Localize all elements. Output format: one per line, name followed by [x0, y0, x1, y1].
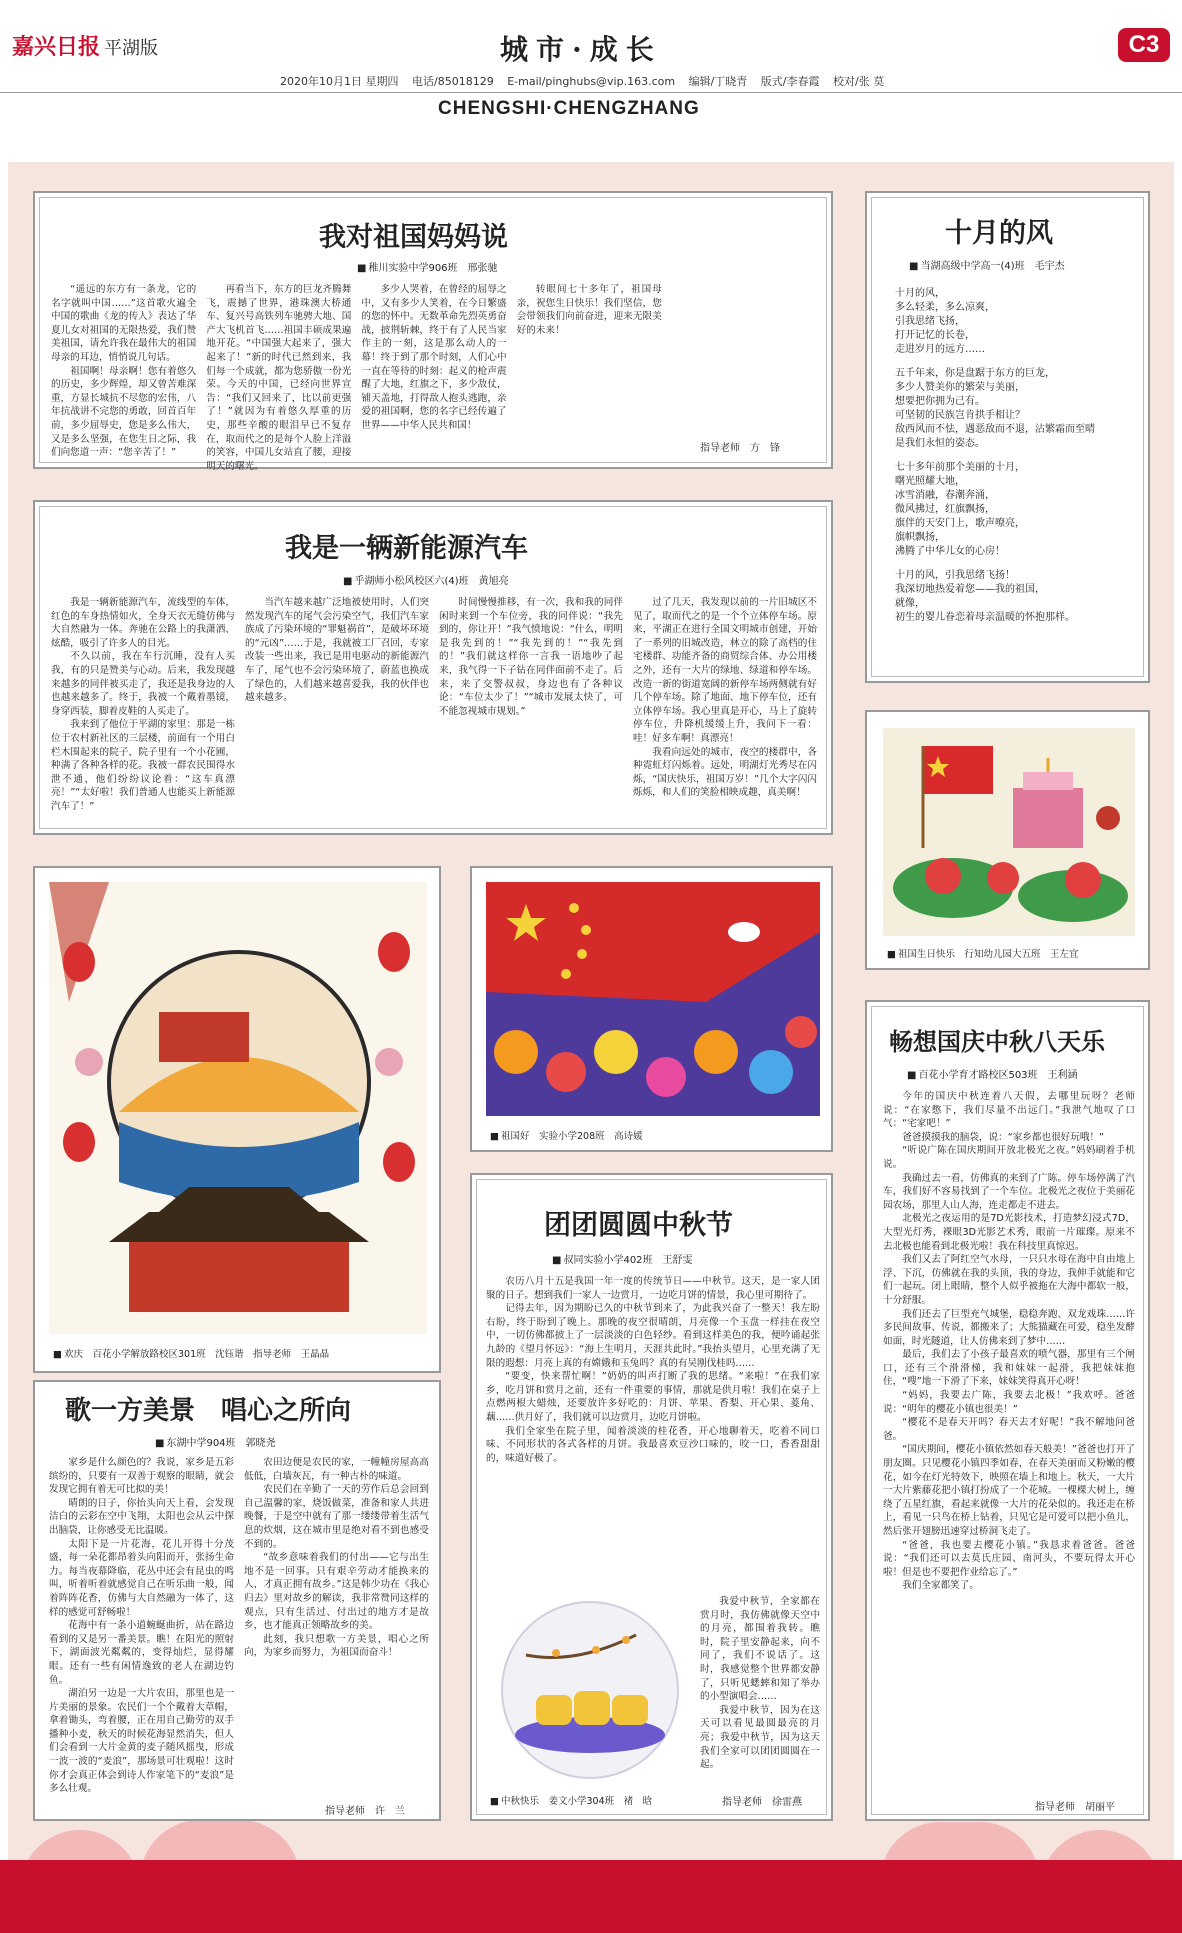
article-byline: ■ 东湖中学904班 郭晓尧 [155, 1434, 276, 1449]
poem-line: 我深切地热爱着您——我的祖国， [895, 584, 1045, 595]
article-byline: ■ 乎湖师小松风校区六(4)班 黄旭亮 [343, 572, 509, 587]
firework-shape [375, 1048, 403, 1076]
paragraph: 祖国啊！母亲啊！您有着悠久的历史，多少辉煌，却又曾苦难深重，方显长城抗不尽您的宏伟，八年抗战讲不完您的勇敢，回首百年前，多少屈辱史，您是多么伟大，又是多么坚强，在您生日之际，我们向您道一声：“您辛苦了！” [51, 365, 197, 459]
article-title: 畅想国庆中秋八天乐 [889, 1027, 1105, 1056]
paragraph: 当汽车越来越广泛地被使用时，人们突然发现汽车的尾气会污染空气，我们汽车家族成了污染环境的“罪魁祸首”，是破坏环境的“元凶”……于是，我就被工厂召回，专家改装一些出来，我已是用电驱动的新能源汽车了，尾气也不会污染环境了，蔚蓝也换成了绿色的，人们越来越喜爱我，我的伙伴也越来越多。 [245, 597, 429, 704]
article-box [865, 191, 1150, 683]
paragraph: 再看当下，东方的巨龙齐腾舞飞，震撼了世界，港珠澳大桥通车、复兴号高铁列车驰骋大地、国产大飞机首飞……祖国丰硕成果遍地开花。“中国强大起来了，强大起来了！”新的时代已然到来，我们每一个成就，都为您骄傲一份光荣。今天的中国，已经向世界宣告：“我们又回来了，比以前更强了！”就因为有着悠久厚重的历史，那些辛酸的眼泪早已不复存在，取而代之的是每个人脸上洋溢的笑容，中国儿女站直了腰，迎接明天的曙光。 [206, 284, 352, 472]
paragraph: 湖泊另一边是一大片农田，那里也是一片美丽的景象。农民们一个个戴着大草帽，拿着锄头，弯着腰，正在用自己勤劳的双手播种小麦，秋天的时候花海显然消失，但人们会看到一大片金黄的麦子随风摇曳，形成一波一波的“麦浪”，那场景可壮观啦！这时你才会真正体会到诗人作家笔下的“麦浪”是多么壮观。 [49, 1688, 234, 1795]
text-column [51, 596, 235, 822]
paragraph: 最后，我们去了小孩子最喜欢的喷气器，那里有三个闸口，还有三个滑滑梯，我和妹妹一起滑，我把妹妹抱住，“嗖”地一下滑了下来，妹妹笑得真开心呀！ [883, 1349, 1135, 1388]
star-shape [569, 903, 579, 913]
lantern-shape [63, 1122, 95, 1162]
flag-shape [486, 882, 820, 1002]
masthead-divider [0, 92, 1182, 93]
article-byline: ■ 百花小学育才路校区503班 王利涵 [907, 1066, 1078, 1081]
flag-illustration [486, 882, 820, 1116]
article-body [486, 1275, 820, 1579]
blossom-shape [552, 1649, 560, 1657]
mooncake-shape [536, 1695, 572, 1725]
paragraph: 晴朗的日子，你抬头向天上看，会发现洁白的云彩在空中飞翔，太阳也会从云中探出脑袋，让你感受无比温暖。 [49, 1497, 234, 1536]
poem-line: 就像， [895, 598, 925, 609]
poem-line: 引我思绪飞扬， [895, 316, 965, 327]
paragraph: 北极光之夜运用的是7D光影技术，打造梦幻浸式7D，大型光灯秀，裸眼3D光影艺术秀，眼前一片璀璨。原来不去北极也能看到北极光啦！我在科技里真惊迟。 [883, 1213, 1135, 1252]
teacher-credit: 指导老师 胡丽平 [1035, 1802, 1115, 1813]
paragraph: 农历八月十五是我国一年一度的传统节日——中秋节。这天，是一家人团聚的日子。想到我们一家人一边赏月，一边吃月饼的情景，我心里可期待了。 [486, 1276, 820, 1301]
article-box [470, 1173, 833, 1821]
article-title: 我是一辆新能源汽车 [285, 533, 528, 564]
paragraph: 太阳下是一片花海，花儿开得十分茂盛，每一朵花都昂着头向阳而开，张扬生命力。每当夜幕降临，花丛中还会有昆虫的鸣叫，听着听着就感觉自己在听乐曲一般，闻着阵阵花香，仿佛与大自然融为一体了，这样的感觉可舒畅啦！ [49, 1538, 234, 1618]
stanza [895, 287, 1135, 357]
poem-line: 旗伴的天安门上，歌声嘹亮， [895, 518, 1025, 529]
newspaper-brand [12, 30, 158, 61]
article-body [49, 1456, 429, 1800]
paragraph: “国庆期间，樱花小镇依然如春天般美！”爸爸也打开了朋友圈。只见樱花小镇四季如春，在春天美丽而又粉嫩的樱花，如今在灯光特效下，映照在墙上和地上。秋天，一大片一大片紫藤花把小镇打扮成了一个花城。一棵棵大树上，缠绕了五星红旗，看起来就像一大片的花朵似的。我还走在桥上，看见一只鸟在桥上钻着，只见它是可爱可以把小鱼儿，然后张开翅膀迅速穿过桥洞飞走了。 [883, 1444, 1135, 1537]
editor-credit: 编辑/丁晓青 [688, 75, 748, 88]
dateline [280, 73, 894, 89]
paragraph: “遥远的东方有一条龙，它的名字就叫中国……”这首歌火遍全中国的歌曲《龙的传人》表达了华夏儿女对祖国的无限热爱，我们赞美祖国，请允许我在最伟大的祖国母亲的耳边，悄悄说几句话。 [51, 284, 197, 363]
star-shape [561, 969, 571, 979]
lantern-shape [383, 1142, 415, 1182]
issue-date: 2020年10月1日 星期四 [280, 75, 399, 88]
proof-credit: 校对/张 莫 [833, 75, 885, 88]
brand-name: 嘉兴日报 [12, 34, 101, 60]
poem-line: 多少人赞美你的繁荣与美丽， [895, 382, 1025, 393]
article-title: 歌一方美景 唱心之所向 [65, 1396, 352, 1426]
poem-body [895, 287, 1135, 635]
mooncake-shape [612, 1695, 648, 1725]
paragraph: “樱花不是春天开吗？春天去才好呢！”我不解地问爸爸。 [883, 1417, 1135, 1442]
blossom-shape [592, 1646, 600, 1654]
birthday-drawing [883, 728, 1135, 936]
paragraph: 家乡是什么颜色的？我说，家乡是五彩缤纷的，只要有一双善于观察的眼睛，就会发现它拥有着无可比拟的美！ [49, 1457, 234, 1496]
paragraph: “爸爸，我也要去樱花小镇。”我恳求着爸爸。爸爸说：“我们还可以去莫氏庄园、南河头，不要玩得太开心啦！但是也不要把作业给忘了。” [883, 1539, 1135, 1578]
firework-shape [75, 1048, 103, 1076]
artwork-caption: ■ 祖国好 实验小学208班 高诗媛 [490, 1128, 643, 1142]
paragraph: 此刻，我只想歌一方美景，唱心之所向，为家乡而努力，为祖国而奋斗！ [244, 1633, 429, 1659]
article-box [33, 500, 833, 835]
paragraph: 农民们在辛勤了一天的劳作后总会回到自己温馨的家，烧饭做菜，准备和家人共进晚餐，于是空中就有了那一缕缕带着生活气息的炊烟，这在城市里是绝对看不到也感受不到的。 [244, 1484, 429, 1550]
star-shape [577, 949, 587, 959]
poem-line: 五千年来，你是盘踞于东方的巨龙， [895, 368, 1055, 379]
tower-body [129, 1242, 349, 1312]
article-title: 团团圆圆中秋节 [544, 1210, 733, 1241]
paragraph: 我们又去了阿红空气水母，一只只水母在海中自由地上浮、下沉，仿佛就在我的头顶，我的身边，我伸手就能和它们一起玩。闭上眼睛，整个人似乎被拖在大海中都软一般，十分舒服。 [883, 1254, 1135, 1306]
layout-credit: 版式/李春霞 [760, 75, 820, 88]
artwork-caption: ■ 中秋快乐 姜文小学304班 褚 晗 [490, 1793, 652, 1807]
article-byline: ■ 叔同实验小学402班 王舒雯 [552, 1251, 693, 1266]
footer-band [0, 1860, 1182, 1933]
article-body [51, 283, 817, 472]
edition-name: 平湖版 [104, 38, 159, 59]
mooncake-shape [574, 1691, 610, 1725]
poem-line: 微风拂过，红旗飘扬， [895, 504, 995, 515]
artwork-box [470, 866, 833, 1152]
text-column [517, 283, 662, 473]
article-box [865, 1000, 1150, 1821]
flower-shape [749, 1050, 793, 1094]
teacher-credit: 指导老师 许 兰 [325, 1806, 405, 1817]
flower-shape [546, 1052, 586, 1092]
paragraph: 过了几天，我发现以前的一片旧城区不见了，取而代之的是一个个立体停车场。原来，平湖正在进行全国文明城市创建，开始了一系列的旧城改造，林立的除了高档的住宅楼群、功能齐备的商贸综合体、办公用楼之外，还有一大片的绿地、绿道和停车场。改造一新的街道宽阔的新停车场两侧就有好几个停车场。除了地面、地下停车位，还有立体停车场。我心里真是开心，马上了旋转停车位，升降机缓缓上升，我问下一看：哇！好多车啊！真漂亮！ [633, 597, 817, 744]
midautumn-drawing [486, 1595, 694, 1785]
poem-line: 是我们永恒的姿态。 [895, 438, 985, 449]
paragraph: “要变，快来帮忙啊！”奶奶的叫声打断了我的思绪。“来啦！”在我们家乡，吃月饼和赏月之前，还有一件重要的事情，那就是供月啦！我们在桌子上点燃两根大蜡烛，还要放许多好吃的：月饼、苹果、香梨、开心果、菱角、藕……供月好了，我们就可以边赏月，边吃月饼啦。 [486, 1371, 820, 1423]
poem-line: 七十多年前那个美丽的十月， [895, 462, 1025, 473]
teacher-credit: 指导老师 方 锋 [700, 443, 780, 454]
tower-roof [109, 1212, 369, 1242]
stanza [895, 461, 1135, 559]
paragraph: “听说广陈在国庆期间开放北极光之夜。”妈妈刷着手机说。 [883, 1145, 1135, 1170]
teacher-credit: 指导老师 徐雷燕 [722, 1797, 802, 1808]
phone-number: 电话/85018129 [412, 75, 494, 88]
artwork-box [865, 710, 1150, 970]
text-column [439, 596, 623, 822]
flower-shape [646, 1057, 686, 1097]
text-column [51, 283, 196, 473]
section-pinyin: CHENGSHI·CHENGZHANG [438, 98, 700, 119]
article-title: 十月的风 [945, 218, 1053, 249]
poem-line: 打开记忆的长卷， [895, 330, 975, 341]
dove-shape [728, 922, 760, 942]
poem-line: 曙光照耀大地， [895, 476, 965, 487]
paragraph: 爸爸摸摸我的脑袋，说：“家乡都也很好玩哦！” [902, 1131, 1105, 1143]
email-address: E-mail/pinghubs@vip.163.com [507, 75, 676, 88]
flower-shape [987, 862, 1019, 894]
poem-line: 冰雪消融，春潮奔涌， [895, 490, 995, 501]
paragraph: 时间慢慢推移，有一次，我和我的同伴闲时来到一个车位旁，我的同伴说：“我先到的，你让开！”我气愤地说：“什么，明明是我先到的！”“我先到的！”“我先到的！”我们就这样你一言我一语地吵了起来，我气得一下子钻在同伴面前不走了。后来，来了交警叔叔，身边也有了各种议论：“车位太少了！”“城市发展太快了，可不能忽视城市规划。” [439, 597, 623, 717]
blossom-shape [622, 1636, 630, 1644]
section-code-badge: C3 [1118, 28, 1170, 62]
stanza [895, 569, 1135, 625]
text-column [49, 1456, 234, 1800]
paragraph: 我爱中秋节，因为在这天可以看见最圆最亮的月亮；我爱中秋节，因为这天我们全家可以团团圆圆在一起。 [700, 1704, 820, 1771]
section-title: 城市·成长 [500, 33, 662, 66]
birthday-illustration [883, 728, 1135, 936]
flower-shape [594, 1030, 638, 1074]
paragraph: 我看向远处的城市，夜空的楼群中，各种霓虹灯闪烁着。远处，明湖灯光秀尽在闪烁，“国庆快乐，祖国万岁！”几个大字闪闪烁烁，和人们的笑脸相映成趣，真美啊！ [633, 746, 817, 799]
lantern-shape [378, 932, 410, 972]
festival-drawing [49, 882, 427, 1334]
text-column [361, 283, 506, 473]
artwork-caption: ■ 祖国生日快乐 行知幼儿园大五班 王左宜 [887, 946, 1079, 960]
flower-shape [494, 1030, 538, 1074]
paragraph: 花海中有一条小道蜿蜒曲折，站在路边看到的又是另一番美景。瞧！在阳光的照射下，湖面波光粼粼的，变得灿烂，显得耀眼。还有一些有闲情逸致的老人在湖边钓鱼。 [49, 1620, 234, 1686]
poem-line: 敌西风而不怯，遇恶敌而不退，沾繁霜而至晴 [895, 424, 1095, 435]
poem-line: 初生的婴儿眷恋着母亲温暖的怀抱那样。 [895, 612, 1075, 623]
poem-line: 沸腾了中华儿女的心房！ [895, 546, 1005, 557]
paragraph: 我是一辆新能源汽车，流线型的车体，红色的车身热情如火，全身天衣无缝仿佛与大自然融为一体。奔驰在公路上的我潇洒、炫酷，吸引了许多人的目光。 [51, 597, 235, 649]
flag-shape [159, 1012, 249, 1062]
paragraph: 我们还去了巨型充气城堡，稳稳奔跑、双龙戏珠……许多民间故事、传说，都搬来了；大熊猫藏在可爱，稳坐发酵如面，时光隧道，让人仿佛来到了梦中…… [883, 1308, 1135, 1347]
paragraph: “故乡意味着我们的付出——它与出生地不是一回事。只有艰辛劳动才能换来的人，才真正拥有故乡。”这是韩少功在《我心归去》里对故乡的解读，我非常赞同这样的观点，只有生活过、付出过的地方才是故乡，也才能真正领略故乡的美。 [244, 1552, 429, 1632]
poem-line: 走进岁月的远方…… [895, 344, 985, 355]
paragraph: 我确过去一看，仿佛真的来到了广陈。停车场停满了汽车，我们好不容易找到了一个车位。北极光之夜位于美丽花园农场，那里人山人海，连走都走不进去。 [883, 1172, 1135, 1211]
article-body-side [700, 1595, 820, 1785]
paragraph: “妈妈，我要去广陈，我要去北极！”我欢呼。爸爸说：“明年的樱花小镇也很美！” [883, 1390, 1135, 1415]
paragraph: 转眼间七十多年了，祖国母亲，祝您生日快乐！我们坚信，您会带领我们向前奋进，迎来无限美好的未来！ [516, 284, 662, 336]
lantern-shape [63, 942, 95, 982]
article-box [33, 191, 833, 472]
text-column [245, 596, 429, 822]
artwork-caption: ■ 欢庆 百花小学解放路校区301班 沈钰谐 指导老师 王晶晶 [53, 1346, 329, 1360]
flower-shape [925, 858, 961, 894]
article-title: 我对祖国妈妈说 [319, 222, 508, 253]
text-column [244, 1456, 429, 1800]
paragraph: 我们全家坐在院子里，闻着淡淡的桂花香，开心地聊着天，吃着不同口味、不同形状的各式各样的月饼。我最喜欢豆沙口味的，咬一口，香香甜甜的，味道好极了。 [486, 1425, 820, 1464]
article-byline: ■ 稚川实验中学906班 邢张驰 [357, 259, 498, 274]
cake-top [1023, 772, 1073, 790]
paragraph: 记得去年，因为期盼已久的中秋节到来了，为此我兴奋了一整天！我左盼右盼，终于盼到了晚上。那晚的夜空很晴朗，月亮像一个玉盘一样挂在夜空中，一切仿佛都披上了一层淡淡的白色轻纱。看到这样美色的我，便吟诵起张九龄的《望月怀远》：“海上生明月，天涯共此时。”我抬头望月，心里充满了无限的遐想：月亮上真的有嫦娥和玉兔吗？真的有吴刚伐桂吗…… [486, 1303, 820, 1369]
paragraph: 我爱中秋节，全家都在赏月时，我仿佛就像天空中的月亮，都围着我转。瞧时，院子里安静起来，向不同了，我们不说话了。这时，我感觉整个世界都安静了，只听见蟋蟀和知了举办的小型演唱会…… [700, 1596, 820, 1703]
flower-shape [1065, 862, 1101, 898]
festival-illustration [49, 882, 427, 1334]
country-drawing [486, 882, 820, 1116]
paragraph: 不久以前，我在车行沉睡，没有人买我，有的只是赞美与心动。后来，我发现越来越多的同伴被买走了，我还是我身边的人也越来越多了。终于，我被一个戴着墨镜，身穿西装，脚着皮鞋的人买走了。 [51, 651, 235, 717]
masthead [0, 0, 1182, 120]
article-byline: ■ 当湖高级中学高一(4)班 毛宇杰 [909, 257, 1065, 272]
poem-line: 十月的风，引我思绪飞扬！ [895, 570, 1015, 581]
star-shape [581, 925, 591, 935]
article-body [51, 596, 817, 822]
paragraph: 农田边便是农民的家，一幢幢房屋高高低低，白墙灰瓦，有一种古朴的味道。 [244, 1457, 429, 1482]
stanza [895, 367, 1135, 451]
paragraph: 我来到了他位于平湖的家里：那是一栋位于农村新社区的三层楼，前面有一个用白栏木围起来的院子，院子里有一个小花圃，种满了各种各样的花。我被一群农民围得水泄不通，他们纷纷议论着：“这车真漂亮！”“太好啦！我们普通人也能买上新能源汽车了！” [51, 719, 235, 812]
cake-shape [1013, 788, 1083, 848]
poem-line: 旗帜飘扬， [895, 532, 945, 543]
flower-shape [694, 1030, 738, 1074]
flower-shape [785, 1016, 817, 1048]
poem-line: 多么轻柔，多么凉爽， [895, 302, 995, 313]
flower-shape [1096, 806, 1120, 830]
poem-line: 十月的风， [895, 288, 945, 299]
article-box [33, 1380, 441, 1821]
poem-line: 想要把你拥为己有。 [895, 396, 985, 407]
poem-line: 可坚韧的民族岂肯拱手相让？ [895, 410, 1025, 421]
text-column [633, 596, 817, 822]
paragraph: 今年的国庆中秋连着八天假，去哪里玩呀？老师说：“在家憋下，我们尽量不出远门。”我泄气地叹了口气：“宅家吧！” [883, 1091, 1135, 1130]
artwork-box [33, 866, 441, 1373]
mooncake-illustration [486, 1595, 694, 1785]
paragraph: 多少人哭着，在曾经的屈辱之中，又有多少人笑着，在今日繁盛的您的怀中。无数革命先烈英勇奋战，披荆斩棘，终于有了人民当家作主的一刻，这是那么动人的一幕！终于到了那个时刻，人们心中一直在等待的时刻：起义的枪声震醒了大地，红旗之下，多少敌仗，铺天盖地，打得敌人抱头逃跑，亲爱的祖国啊，您的名字已经传遍了世界——中华人民共和国！ [361, 284, 507, 431]
article-body [883, 1090, 1135, 1790]
text-column [206, 283, 351, 473]
paragraph: 我们全家都笑了。 [902, 1580, 979, 1592]
